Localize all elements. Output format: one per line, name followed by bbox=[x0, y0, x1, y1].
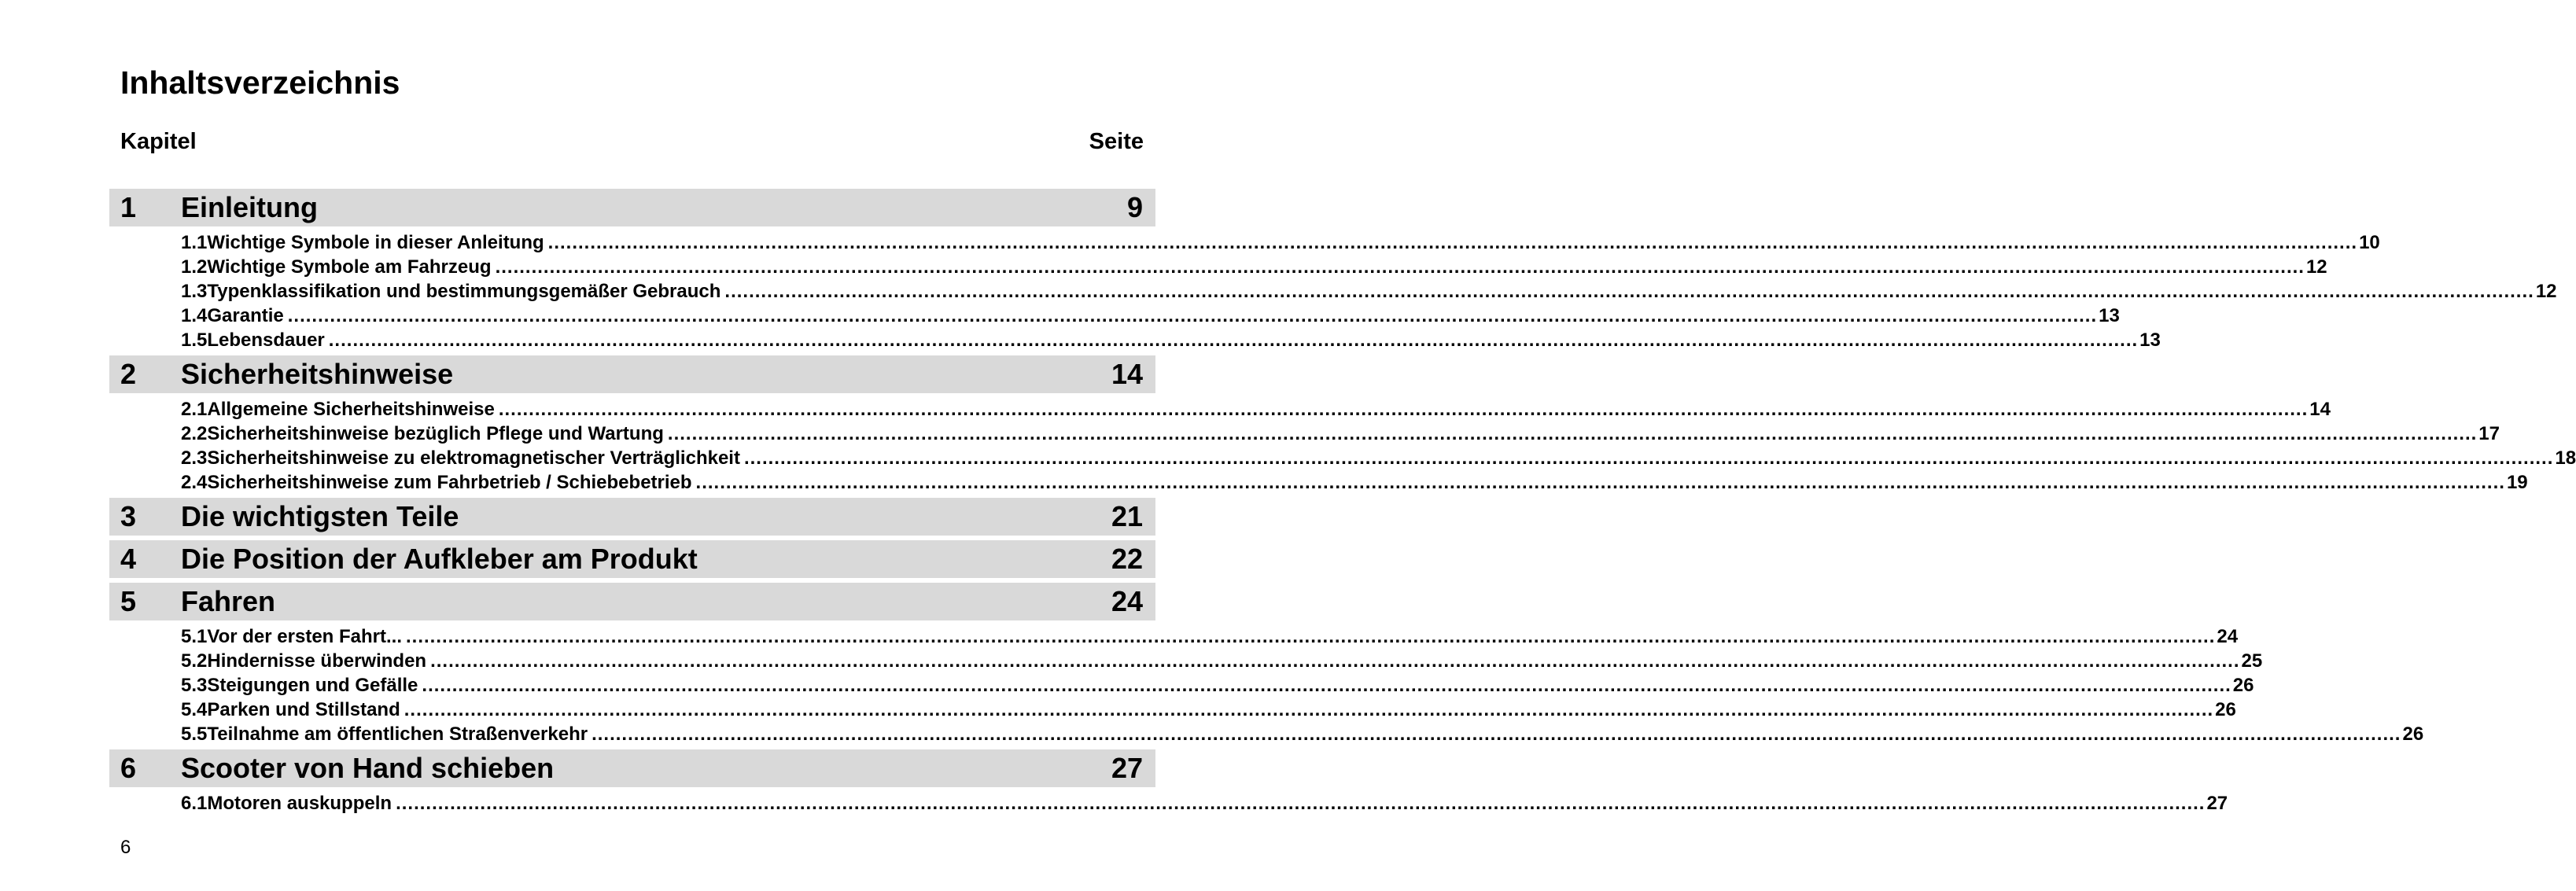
dot-leader: ............................................................................................................................................................................................................................................................................................................ bbox=[724, 280, 2534, 302]
section-row[interactable] bbox=[109, 624, 2239, 649]
section-page: 24 bbox=[2217, 625, 2239, 647]
section-page: 10 bbox=[2359, 231, 2380, 253]
section-title: Vor der ersten Fahrt... bbox=[207, 625, 402, 647]
section-list bbox=[109, 620, 2424, 749]
section-row[interactable] bbox=[109, 446, 2576, 470]
chapter-page: 21 bbox=[1111, 500, 1143, 532]
section-row[interactable] bbox=[109, 791, 2228, 816]
section-title: Sicherheitshinweise bezüglich Pflege und Wartung bbox=[207, 422, 664, 444]
section-row[interactable] bbox=[109, 255, 2327, 279]
chapter-number: 4 bbox=[120, 543, 137, 575]
section-title: Garantie bbox=[207, 304, 284, 326]
section-title: Typenklassifikation und bestimmungsgemäßer Gebrauch bbox=[207, 280, 721, 302]
section-title: Lebensdauer bbox=[207, 329, 325, 351]
dot-leader: ............................................................................................................................................................................................................................................................................................................ bbox=[667, 422, 2478, 444]
section-title: Parken und Stillstand bbox=[207, 698, 400, 720]
section-page: 17 bbox=[2478, 422, 2500, 444]
section-number: 2.2 bbox=[181, 422, 208, 444]
section-number: 1.5 bbox=[181, 329, 208, 351]
chapter-row[interactable] bbox=[109, 749, 1155, 787]
chapter-page: 24 bbox=[1111, 585, 1143, 617]
dot-leader: ............................................................................................................................................................................................................................................................................................................ bbox=[328, 329, 2139, 351]
chapter-row[interactable] bbox=[109, 498, 1155, 536]
chapter-page: 14 bbox=[1111, 358, 1143, 390]
chapter-page: 27 bbox=[1111, 752, 1143, 784]
section-row[interactable] bbox=[109, 722, 2424, 746]
dot-leader: ............................................................................................................................................................................................................................................................................................................ bbox=[743, 447, 2554, 469]
section-page: 18 bbox=[2555, 447, 2576, 469]
section-title: Sicherheitshinweise zu elektromagnetischer Verträglichkeit bbox=[207, 447, 740, 469]
section-row[interactable] bbox=[109, 698, 2236, 722]
section-number: 5.1 bbox=[181, 625, 208, 647]
dot-leader: ............................................................................................................................................................................................................................................................................................................ bbox=[430, 650, 2240, 672]
section-title: Wichtige Symbole in dieser Anleitung bbox=[207, 231, 544, 253]
table-of-contents bbox=[109, 189, 2576, 819]
section-page: 12 bbox=[2305, 256, 2327, 278]
section-title: Allgemeine Sicherheitshinweise bbox=[207, 398, 495, 420]
column-header-chapter: Kapitel bbox=[120, 129, 197, 154]
section-row[interactable] bbox=[109, 470, 2528, 495]
dot-leader: ............................................................................................................................................................................................................................................................................................................ bbox=[591, 723, 2401, 745]
section-title: Sicherheitshinweise zum Fahrbetrieb / Schiebebetrieb bbox=[207, 471, 692, 493]
section-list bbox=[109, 393, 2576, 498]
section-row[interactable] bbox=[109, 279, 2557, 304]
section-number: 1.2 bbox=[181, 256, 208, 278]
chapter-row[interactable] bbox=[109, 189, 1155, 226]
section-row[interactable] bbox=[109, 230, 2380, 255]
dot-leader: ............................................................................................................................................................................................................................................................................................................ bbox=[422, 674, 2231, 696]
chapter-title: Die wichtigsten Teile bbox=[181, 500, 459, 532]
section-title: Teilnahme am öffentlichen Straßenverkehr bbox=[207, 723, 588, 745]
section-number: 5.2 bbox=[181, 650, 208, 672]
chapter-number: 5 bbox=[120, 585, 137, 617]
section-title: Motoren auskuppeln bbox=[207, 792, 392, 814]
section-number: 1.3 bbox=[181, 280, 208, 302]
chapter-page: 22 bbox=[1111, 543, 1143, 575]
dot-leader: ............................................................................................................................................................................................................................................................................................................ bbox=[547, 231, 2358, 253]
chapter-number: 6 bbox=[120, 752, 137, 784]
dot-leader: ............................................................................................................................................................................................................................................................................................................ bbox=[498, 398, 2309, 420]
chapter-row[interactable] bbox=[109, 355, 1155, 393]
chapter-page: 9 bbox=[1126, 191, 1143, 223]
section-title: Wichtige Symbole am Fahrzeug bbox=[207, 256, 492, 278]
section-title: Steigungen und Gefälle bbox=[207, 674, 418, 696]
section-number: 5.5 bbox=[181, 723, 208, 745]
section-row[interactable] bbox=[109, 673, 2254, 698]
section-number: 2.1 bbox=[181, 398, 208, 420]
section-number: 5.3 bbox=[181, 674, 208, 696]
section-page: 13 bbox=[2139, 329, 2161, 351]
dot-leader: ............................................................................................................................................................................................................................................................................................................ bbox=[495, 256, 2305, 278]
section-row[interactable] bbox=[109, 328, 2161, 352]
chapter-row[interactable] bbox=[109, 540, 1155, 578]
page-title: Inhaltsverzeichnis bbox=[120, 64, 400, 101]
section-page: 25 bbox=[2241, 650, 2263, 672]
section-page: 19 bbox=[2506, 471, 2528, 493]
chapter-title: Scooter von Hand schieben bbox=[181, 752, 555, 784]
chapter-number: 3 bbox=[120, 500, 137, 532]
section-title: Hindernisse überwinden bbox=[207, 650, 427, 672]
section-number: 1.4 bbox=[181, 304, 208, 326]
section-list bbox=[109, 226, 2557, 355]
chapter-number: 2 bbox=[120, 358, 137, 390]
chapter-title: Einleitung bbox=[181, 191, 318, 223]
dot-leader: ............................................................................................................................................................................................................................................................................................................ bbox=[396, 792, 2206, 814]
chapter-title: Sicherheitshinweise bbox=[181, 358, 454, 390]
dot-leader: ............................................................................................................................................................................................................................................................................................................ bbox=[287, 304, 2098, 326]
chapter-number: 1 bbox=[120, 191, 137, 223]
section-row[interactable] bbox=[109, 649, 2263, 673]
dot-leader: ............................................................................................................................................................................................................................................................................................................ bbox=[404, 698, 2214, 720]
section-page: 26 bbox=[2402, 723, 2424, 745]
section-number: 2.4 bbox=[181, 471, 208, 493]
section-page: 12 bbox=[2535, 280, 2557, 302]
section-row[interactable] bbox=[109, 304, 2120, 328]
chapter-title: Die Position der Aufkleber am Produkt bbox=[181, 543, 698, 575]
section-page: 27 bbox=[2206, 792, 2228, 814]
section-number: 2.3 bbox=[181, 447, 208, 469]
section-row[interactable] bbox=[109, 397, 2331, 422]
section-number: 5.4 bbox=[181, 698, 208, 720]
section-number: 1.1 bbox=[181, 231, 208, 253]
dot-leader: ............................................................................................................................................................................................................................................................................................................ bbox=[695, 471, 2505, 493]
dot-leader: ............................................................................................................................................................................................................................................................................................................ bbox=[406, 625, 2216, 647]
section-page: 13 bbox=[2099, 304, 2120, 326]
page-number: 6 bbox=[120, 837, 131, 858]
section-list bbox=[109, 787, 2228, 819]
section-number: 6.1 bbox=[181, 792, 208, 814]
chapter-row[interactable] bbox=[109, 583, 1155, 620]
section-page: 26 bbox=[2215, 698, 2236, 720]
section-page: 14 bbox=[2309, 398, 2331, 420]
chapter-title: Fahren bbox=[181, 585, 276, 617]
section-page: 26 bbox=[2232, 674, 2254, 696]
section-row[interactable] bbox=[109, 422, 2500, 446]
column-header-page: Seite bbox=[1089, 129, 1144, 154]
